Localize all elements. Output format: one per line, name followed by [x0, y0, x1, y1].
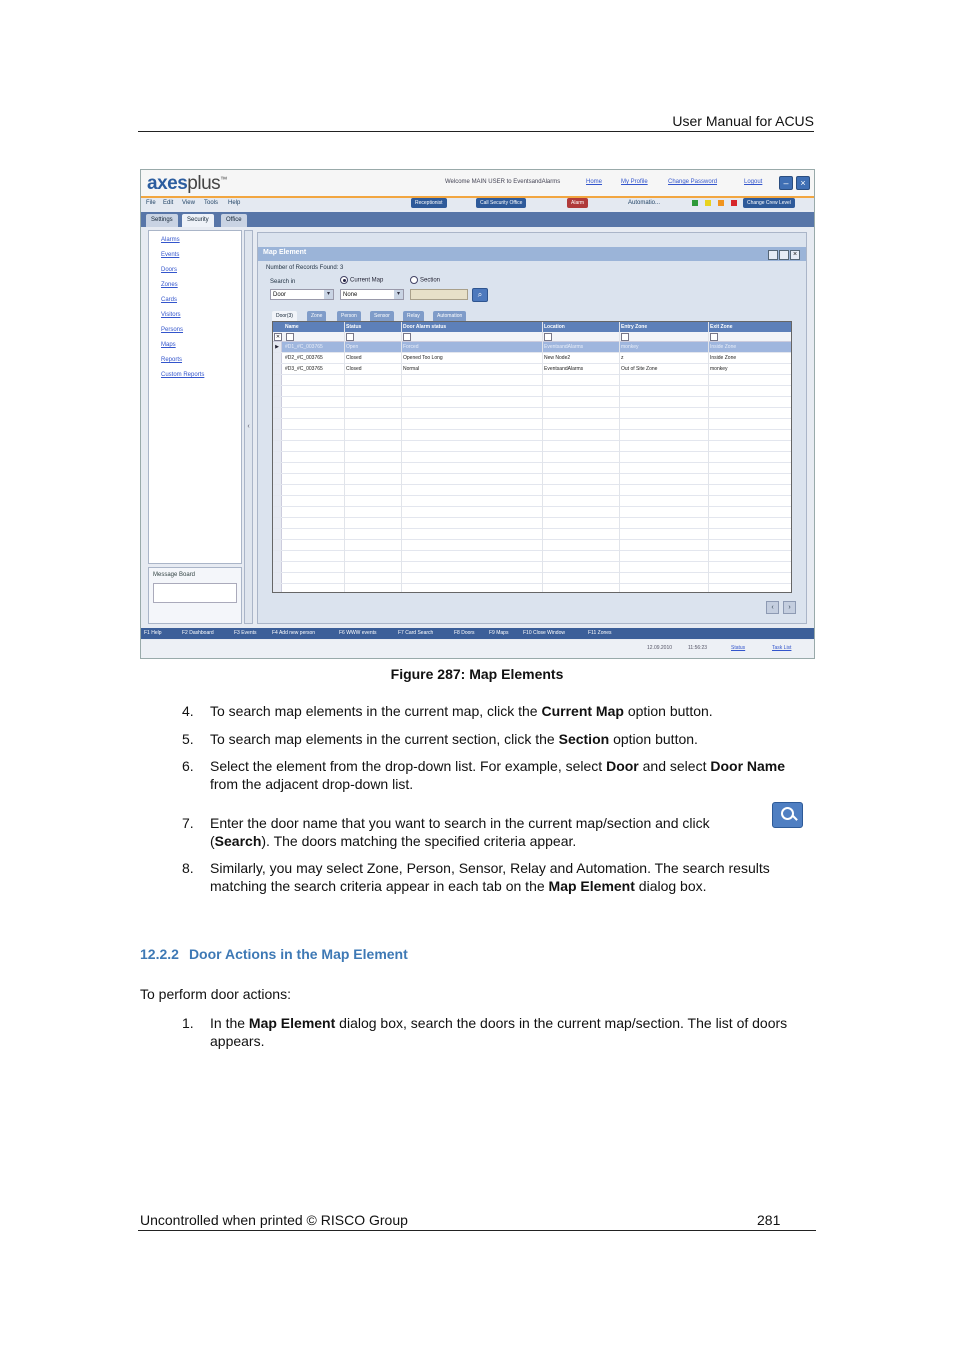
status-link[interactable]: Status [731, 645, 746, 651]
header-title: User Manual for ACUS [672, 113, 814, 129]
empty-row [273, 397, 791, 408]
menu-file[interactable]: File [146, 200, 156, 206]
fkey-add-person[interactable]: F4 Add new person [272, 630, 316, 636]
welcome-text: Welcome MAIN USER to EventsandAlarms [445, 179, 561, 185]
table-row[interactable]: #D2_#C_003765 Closed Opened Too Long New Node2 z Inside Zone [273, 353, 791, 364]
table-row[interactable]: #D3_#C_003765 Closed Normal EventsandAlarms Out of Site Zone monkey [273, 364, 791, 375]
dialog-maximize-icon[interactable] [779, 250, 789, 260]
lamp-red [731, 200, 737, 206]
status-bar [141, 640, 814, 658]
map-element-dialog [257, 232, 807, 624]
pane-splitter-handle[interactable]: ‹ [244, 230, 253, 624]
tab-sensor[interactable]: Sensor [370, 311, 394, 321]
empty-row [273, 551, 791, 562]
logout-link[interactable]: Logout [744, 179, 763, 185]
alarm-button[interactable]: Alarm [567, 198, 588, 208]
receptionist-button[interactable]: Receptionist [411, 198, 447, 208]
col-exit-zone[interactable]: Exit Zone [710, 324, 733, 330]
intro-paragraph: To perform door actions: [140, 986, 291, 1002]
status-time: 11:56:23 [688, 645, 708, 651]
empty-row [273, 408, 791, 419]
search-icon [772, 802, 803, 828]
nav-events[interactable]: Events [161, 252, 180, 258]
nav-maps[interactable]: Maps [161, 342, 176, 348]
menu-tools[interactable]: Tools [204, 200, 219, 206]
tab-office[interactable]: Office [221, 214, 247, 227]
previous-page-icon[interactable]: ‹ [766, 601, 779, 614]
empty-row [273, 584, 791, 593]
filter-icon[interactable] [621, 333, 629, 341]
fkey-help[interactable]: F1 Help [144, 630, 162, 636]
message-board-label: Message Board [153, 572, 196, 578]
menu-bar [141, 198, 814, 210]
nav-cards[interactable]: Cards [161, 297, 178, 303]
table-row[interactable]: ▶ #D1_#C_003765 Open Forced EventsandAlarms monkey Inside Zone [273, 342, 791, 353]
chevron-down-icon: ▾ [394, 290, 403, 299]
fkey-close-window[interactable]: F10 Close Window [523, 630, 565, 636]
empty-row [273, 430, 791, 441]
empty-row [273, 507, 791, 518]
chevron-down-icon: ▾ [324, 290, 333, 299]
message-board [148, 567, 242, 624]
app-screenshot [140, 169, 815, 659]
tab-zone[interactable]: Zone [307, 311, 326, 321]
fkey-maps[interactable]: F9 Maps [489, 630, 509, 636]
app-logo: axesplus™ [147, 173, 227, 194]
nav-doors[interactable]: Doors [161, 267, 178, 273]
close-icon[interactable]: × [796, 176, 810, 190]
empty-row [273, 386, 791, 397]
tab-door[interactable]: Door(3) [272, 311, 297, 321]
function-key-bar [141, 628, 814, 639]
nav-persons[interactable]: Persons [161, 327, 184, 333]
minimize-icon[interactable]: – [779, 176, 793, 190]
tab-security[interactable]: Security [182, 214, 214, 227]
empty-row [273, 463, 791, 474]
filter-icon[interactable] [286, 333, 294, 341]
col-door-alarm-status[interactable]: Door Alarm status [403, 324, 447, 330]
status-date: 12.09.2010 [647, 645, 673, 651]
fkey-card-search[interactable]: F7 Card Search [398, 630, 434, 636]
page-number: 281 [757, 1212, 781, 1228]
home-link[interactable]: Home [586, 179, 603, 185]
empty-row [273, 375, 791, 386]
search-input[interactable] [410, 289, 468, 300]
empty-row [273, 540, 791, 551]
search-icon[interactable]: ⌕ [472, 288, 488, 302]
tab-relay[interactable]: Relay [403, 311, 424, 321]
fkey-www-events[interactable]: F6 WWW events [339, 630, 377, 636]
tab-automation[interactable]: Automation [433, 311, 466, 321]
empty-row [273, 496, 791, 507]
dialog-minimize-icon[interactable] [768, 250, 778, 260]
col-location[interactable]: Location [544, 324, 565, 330]
section-heading: 12.2.2 Door Actions in the Map Element [140, 946, 408, 962]
tab-settings[interactable]: Settings [146, 214, 178, 227]
navigation-pane [148, 230, 242, 564]
section-radio[interactable]: Section [410, 276, 440, 284]
nav-reports[interactable]: Reports [161, 357, 183, 363]
lamp-green [692, 200, 698, 206]
col-status[interactable]: Status [346, 324, 362, 330]
lamp-yellow [705, 200, 711, 206]
filter-clear-icon[interactable]: ✕ [275, 334, 281, 340]
header-rule [138, 131, 814, 132]
footer-copyright: Uncontrolled when printed © RISCO Group [140, 1212, 408, 1228]
message-board-input[interactable] [153, 583, 237, 603]
row-pointer-icon: ▶ [273, 342, 282, 352]
records-found: Number of Records Found: 3 [266, 265, 344, 271]
nav-visitors[interactable]: Visitors [161, 312, 181, 318]
change-password-link[interactable]: Change Password [668, 179, 718, 185]
figure-caption: Figure 287: Map Elements [390, 666, 564, 682]
empty-row [273, 441, 791, 452]
menu-view[interactable]: View [182, 200, 195, 206]
nav-alarms[interactable]: Alarms [161, 237, 180, 243]
filter-icon[interactable] [346, 333, 354, 341]
results-grid [272, 321, 792, 593]
next-page-icon[interactable]: › [783, 601, 796, 614]
nav-custom-reports[interactable]: Custom Reports [161, 372, 205, 378]
empty-row [273, 562, 791, 573]
empty-row [273, 529, 791, 540]
element-field-select[interactable]: None ▾ [340, 289, 404, 300]
grid-filter-row [273, 332, 791, 342]
empty-row [273, 419, 791, 430]
task-list-link[interactable]: Task List [772, 645, 792, 651]
empty-row [273, 452, 791, 463]
fkey-doors[interactable]: F8 Doors [454, 630, 475, 636]
col-name[interactable]: Name [285, 324, 299, 330]
tab-person[interactable]: Person [337, 311, 361, 321]
dialog-titlebar [258, 247, 806, 261]
fkey-zones[interactable]: F11 Zones [588, 630, 612, 636]
footer-rule [138, 1230, 816, 1231]
my-profile-link[interactable]: My Profile [621, 179, 648, 185]
dialog-close-icon[interactable]: × [790, 250, 800, 260]
lamp-orange [718, 200, 724, 206]
empty-row [273, 573, 791, 584]
fkey-events[interactable]: F3 Events [234, 630, 257, 636]
search-in-label: Search in [270, 279, 296, 285]
element-type-select[interactable]: Door ▾ [270, 289, 334, 300]
nav-zones[interactable]: Zones [161, 282, 178, 288]
empty-row [273, 485, 791, 496]
filter-icon[interactable] [403, 333, 411, 341]
menu-help[interactable]: Help [228, 200, 241, 206]
col-entry-zone[interactable]: Entry Zone [621, 324, 648, 330]
main-tab-strip [141, 212, 814, 227]
empty-row [273, 518, 791, 529]
filter-icon[interactable] [710, 333, 718, 341]
automation-menu[interactable]: Automatio... [628, 200, 661, 206]
app-topbar [141, 170, 814, 196]
dialog-title: Map Element [263, 249, 307, 256]
empty-row [273, 474, 791, 485]
filter-icon[interactable] [544, 333, 552, 341]
menu-edit[interactable]: Edit [163, 200, 174, 206]
grid-header [273, 322, 791, 332]
call-security-button[interactable]: Call Security Office [476, 198, 526, 208]
current-map-radio[interactable]: Current Map [340, 276, 383, 284]
change-crew-level-button[interactable]: Change Crew Level [743, 198, 795, 208]
fkey-dashboard[interactable]: F2 Dashboard [182, 630, 214, 636]
